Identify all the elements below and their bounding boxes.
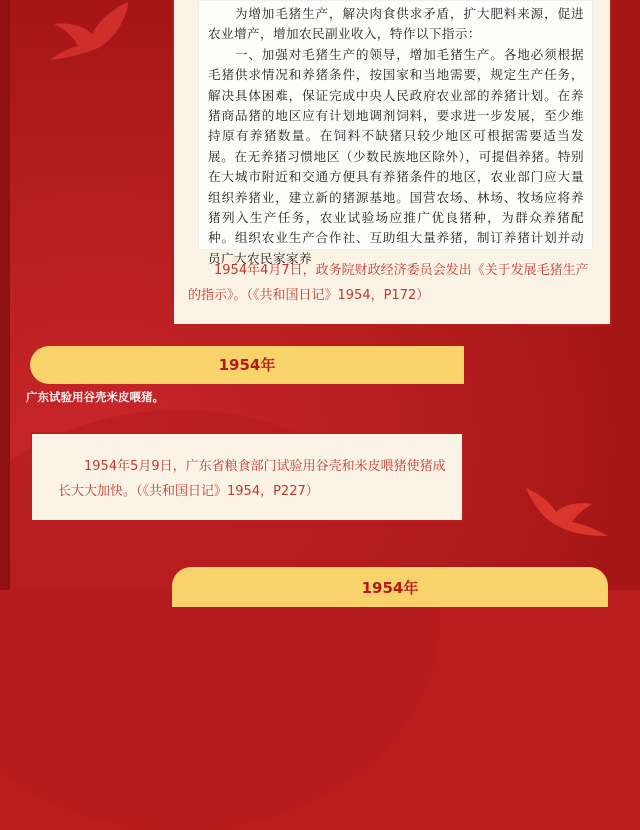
year-tab xyxy=(30,346,464,384)
dove-icon xyxy=(40,0,140,62)
year-tab xyxy=(172,567,608,607)
entry-headline: 广东试验用谷壳米皮喂猪。 xyxy=(26,390,164,404)
article-card xyxy=(172,0,612,326)
document-text xyxy=(208,4,584,269)
document-paragraph: 为增加毛猪生产，解决肉食供求矛盾，扩大肥料来源，促进农业增产，增加农民副业收入，特作以下指示： xyxy=(208,6,584,42)
side-strip xyxy=(0,0,10,590)
year-title: 1954年 xyxy=(361,579,419,597)
article-card xyxy=(30,432,464,522)
entry-caption: 1954年5月9日，广东省粮食部门试验用谷壳和米皮喂猪使猪成长大大加快。（《共和国日记》1954，P227） xyxy=(58,459,446,499)
document-paragraph: 一、加强对毛猪生产的领导，增加毛猪生产。各地必须根据毛猪供求情况和养猪条件，按国家和当地需要，规定生产任务，解决具体困难，保证完成中央人民政府农业部的养猪计划。在养猪商品猪的地区应有计划地调剂饲料，要求进一步发展，至少维持原有养猪数量。在饲料不缺猪只较少地区可根据需要适当发展。在无养猪习惯地区（少数民族地区除外），可提倡养猪。特别在大城市附近和交通方便具有养猪条件的地区，农业部门应大量组织养猪业，建立新的猪源基地。国营农场、林场、牧场应将养猪列入生产任务，农业试验场应推广优良猪种，为群众养猪配种。组织农业生产合作社、互助组大量养猪，制订养猪计划并动员广大农民家家养 xyxy=(208,46,584,266)
entry-caption: 1954年4月7日，政务院财政经济委员会发出《关于发展毛猪生产的指示》。（《共和国日记》1954，P172） xyxy=(188,263,589,303)
dove-icon xyxy=(522,482,612,540)
year-title: 1954年 xyxy=(218,356,276,374)
historical-document-image xyxy=(198,0,593,266)
